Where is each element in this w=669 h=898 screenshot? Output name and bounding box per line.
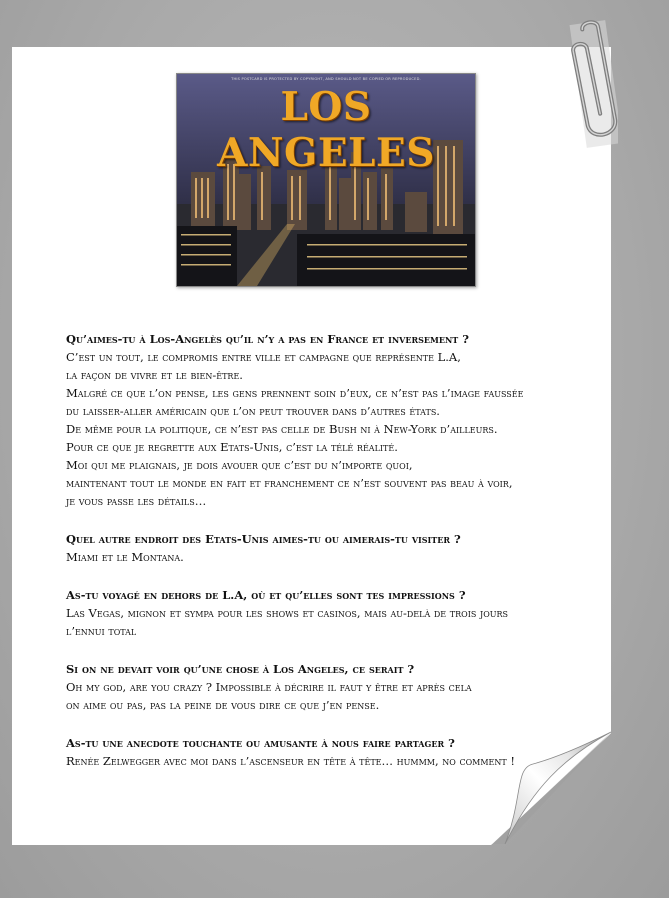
- answer-line: Las Vegas, mignon et sympa pour les shows et casinos, mais au-delà de trois jours: [66, 606, 509, 620]
- answer-line: Renée Zelwegger avec moi dans l’ascenseur en tête à tête… hummm, no comment !: [66, 754, 516, 768]
- question: As-tu une anecdote touchante ou amusante à nous faire partager ?: [66, 736, 455, 750]
- qa-block: [66, 530, 586, 566]
- answer-line: Malgré ce que l’on pense, les gens prennent soin d’eux, ce n’est pas l’image faussée: [66, 386, 524, 400]
- los-angeles-postcard: [176, 73, 476, 287]
- postcard-copyright-text: THIS POSTCARD IS PROTECTED BY COPYRIGHT, AND SHOULD NOT BE COPIED OR REPRODUCED.: [231, 77, 421, 81]
- answer-line: la façon de vivre et le bien-être.: [66, 368, 243, 382]
- qa-block: [66, 734, 586, 770]
- answer-line: Moi qui me plaignais, je dois avouer que c’est du n’importe quoi,: [66, 458, 413, 472]
- question: Qu’aimes-tu à Los-Angelès qu’il n’y a pas en France et inversement ?: [66, 332, 469, 346]
- answer-line: maintenant tout le monde en fait et franchement ce n’est souvent pas beau à voir,: [66, 476, 513, 490]
- paperclip-icon: [560, 18, 618, 148]
- answer-line: l’ennui total: [66, 624, 137, 638]
- question: Si on ne devait voir qu’une chose à Los Angeles, ce serait ?: [66, 662, 415, 676]
- question: Quel autre endroit des Etats-Unis aimes-tu ou aimerais-tu visiter ?: [66, 532, 461, 546]
- answer-line: Pour ce que je regrette aux Etats-Unis, c’est la télé réalité.: [66, 440, 398, 454]
- postcard-title: LOS ANGELES: [217, 84, 435, 176]
- qa-block: [66, 660, 586, 714]
- qa-block: [66, 330, 586, 510]
- answer-line: on aime ou pas, pas la peine de vous dire ce que j’en pense.: [66, 698, 380, 712]
- answer-line: Miami et le Montana.: [66, 550, 184, 564]
- qa-block: [66, 586, 586, 640]
- interview-text: [66, 330, 586, 790]
- question: As-tu voyagé en dehors de L.A, où et qu’elles sont tes impressions ?: [66, 588, 466, 602]
- answer-line: Oh my god, are you crazy ? Impossible à décrire il faut y être et après cela: [66, 680, 472, 694]
- answer-line: du laisser-aller américain que l’on peut trouver dans d’autres états.: [66, 404, 440, 418]
- answer-line: C’est un tout, le compromis entre ville et campagne que représente L.A,: [66, 350, 461, 364]
- answer-line: De même pour la politique, ce n’est pas celle de Bush ni à New-York d’ailleurs.: [66, 422, 498, 436]
- answer-line: je vous passe les détails…: [66, 494, 207, 508]
